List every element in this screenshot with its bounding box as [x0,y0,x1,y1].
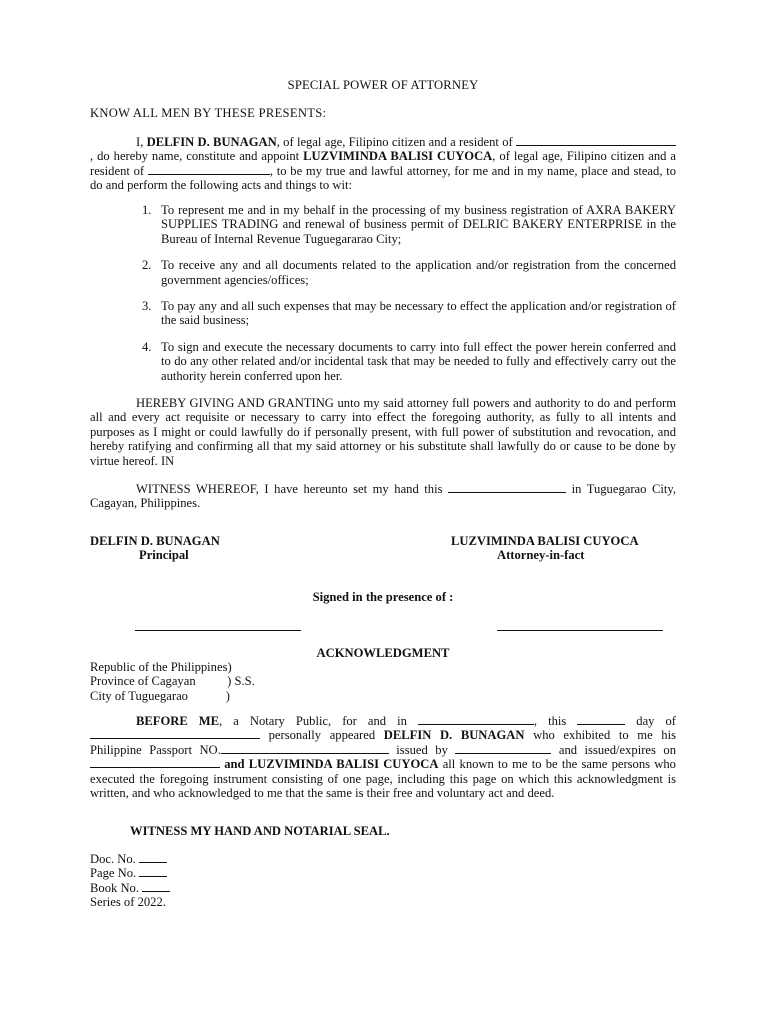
venue-line: Republic of the Philippines) [90,660,232,674]
venue-line: Province of Cagayan ) S.S. [90,674,255,689]
list-item-text: To pay any and all such expenses that may be necessary to effect the application and/or registration of the said business; [161,299,676,328]
witness-part1: WITNESS WHEREOF, I have hereunto set my hand this [136,482,443,496]
day-blank [577,714,625,725]
principal-name: DELFIN D. BUNAGAN [146,135,277,149]
place-blank [418,714,534,725]
venue-line: City of Tuguegarao ) [90,688,230,703]
ack-text: issued by [396,742,448,757]
book-no-blank [142,881,170,892]
opening-paragraph [90,135,676,193]
list-item [90,203,676,246]
page-no-label: Page No. [90,866,137,881]
list-item-number: 3. [142,299,152,314]
ack-text: , a Notary Public, for and in [219,714,407,728]
powers-list [90,203,676,395]
opening-part4: , to be my true and lawful attorney, for me and in my name, place and stead, to do and perform the following acts and things to wit: [90,163,677,193]
opening-i: I, [136,135,144,149]
ack-attorney-name: LUZVIMINDA BALISI CUYOCA [248,757,439,772]
list-item [90,258,676,287]
ack-text: who exhibited to me his Philippine Passport NO. [90,728,677,757]
list-item-text: To sign and execute the necessary documents to carry into full effect the power herein conferred and to do any other related and/or incidental task that may be needed to fully and effectively carry out the authority herein conferred upon her. [161,339,676,383]
witness-signature-line-2 [497,621,663,631]
notarial-seal-line: WITNESS MY HAND AND NOTARIAL SEAL. [130,824,390,838]
book-no-label: Book No. [90,880,139,895]
passport-blank [221,743,389,754]
book-no-line [90,881,170,895]
attorney-signature-block [451,534,639,563]
doc-no-label: Doc. No. [90,852,136,866]
issuer-blank [455,743,551,754]
ack-text: personally appeared [268,728,376,743]
witness-whereof-paragraph [90,482,676,511]
ack-text: , this [533,714,567,728]
month-blank [90,728,260,739]
ack-and: and [224,757,245,772]
witness-signature-line-1 [135,621,301,631]
hereby-paragraph: HEREBY GIVING AND GRANTING unto my said attorney full powers and authority to do and perform all and every act requisite or necessary to carry into effect the foregoing authority, as fully to all intents and purposes as I might or could lawfully do if personally present, with full power of substitution and revocation, and hereby ratifying and confirming all that my said attorney or his substitute shall lawfully do or cause to be done by virtue hereof. IN [90,396,676,468]
attorney-signature-name: LUZVIMINDA BALISI CUYOCA [451,534,639,548]
date-blank [448,482,566,493]
presence-heading: Signed in the presence of : [312,590,454,604]
attorney-role: Attorney-in-fact [497,548,585,563]
page-no-line [90,866,170,880]
list-item-number: 2. [142,258,152,273]
list-item-number: 1. [142,203,152,217]
expiry-blank [90,757,220,768]
doc-no-blank [139,852,167,863]
attorney-name: LUZVIMINDA BALISI CUYOCA [303,149,493,164]
opening-part2: , do hereby name, constitute and appoint [90,149,300,164]
acknowledgment-paragraph [90,714,676,800]
page-no-blank [139,866,167,877]
list-item-text: To represent me and in my behalf in the processing of my business registration of AXRA BAKERY SUPPLIES TRADING and renewal of business permit of DELRIC BAKERY ENTERPRISE in the Bureau of Internal Revenue Tuguegararao City; [161,203,676,246]
doc-no-line [90,852,170,866]
document-page [90,0,676,1024]
venue-block [90,660,255,703]
list-item-text: To receive any and all documents related to the application and/or registration from the concerned government agencies/offices; [161,258,676,287]
ack-text: all known to me to be the same persons who executed the foregoing instrument consisting of one page, including this page on which this acknowledgment is written, and who acknowledged to me that the same is their free and voluntary act and deed. [90,757,676,801]
acknowledgment-title: ACKNOWLEDGMENT [316,646,450,660]
principal-role: Principal [139,548,189,563]
before-me: BEFORE ME [136,714,220,728]
list-item [90,340,676,383]
list-item [90,299,676,328]
opening-part1: , of legal age, Filipino citizen and a resident of [276,135,513,149]
list-item-number: 4. [142,339,152,354]
document-title: SPECIAL POWER OF ATTORNEY [287,78,479,92]
ack-principal-name: DELFIN D. BUNAGAN [383,728,525,743]
principal-signature-block [90,534,220,563]
ack-text: and issued/expires on [558,742,676,757]
residence-blank-attorney [148,164,270,175]
principal-signature-name: DELFIN D. BUNAGAN [90,534,220,548]
notarial-record [90,852,170,910]
intro-line: KNOW ALL MEN BY THESE PRESENTS: [90,106,327,120]
residence-blank-principal [516,135,676,146]
opening-part3: , of legal age, Filipino citizen and a resident of [90,149,676,178]
witness-part2: in Tuguegarao City, Cagayan, Philippines. [90,482,676,511]
ack-text: day of [636,714,676,728]
series-line: Series of 2022. [90,895,166,910]
